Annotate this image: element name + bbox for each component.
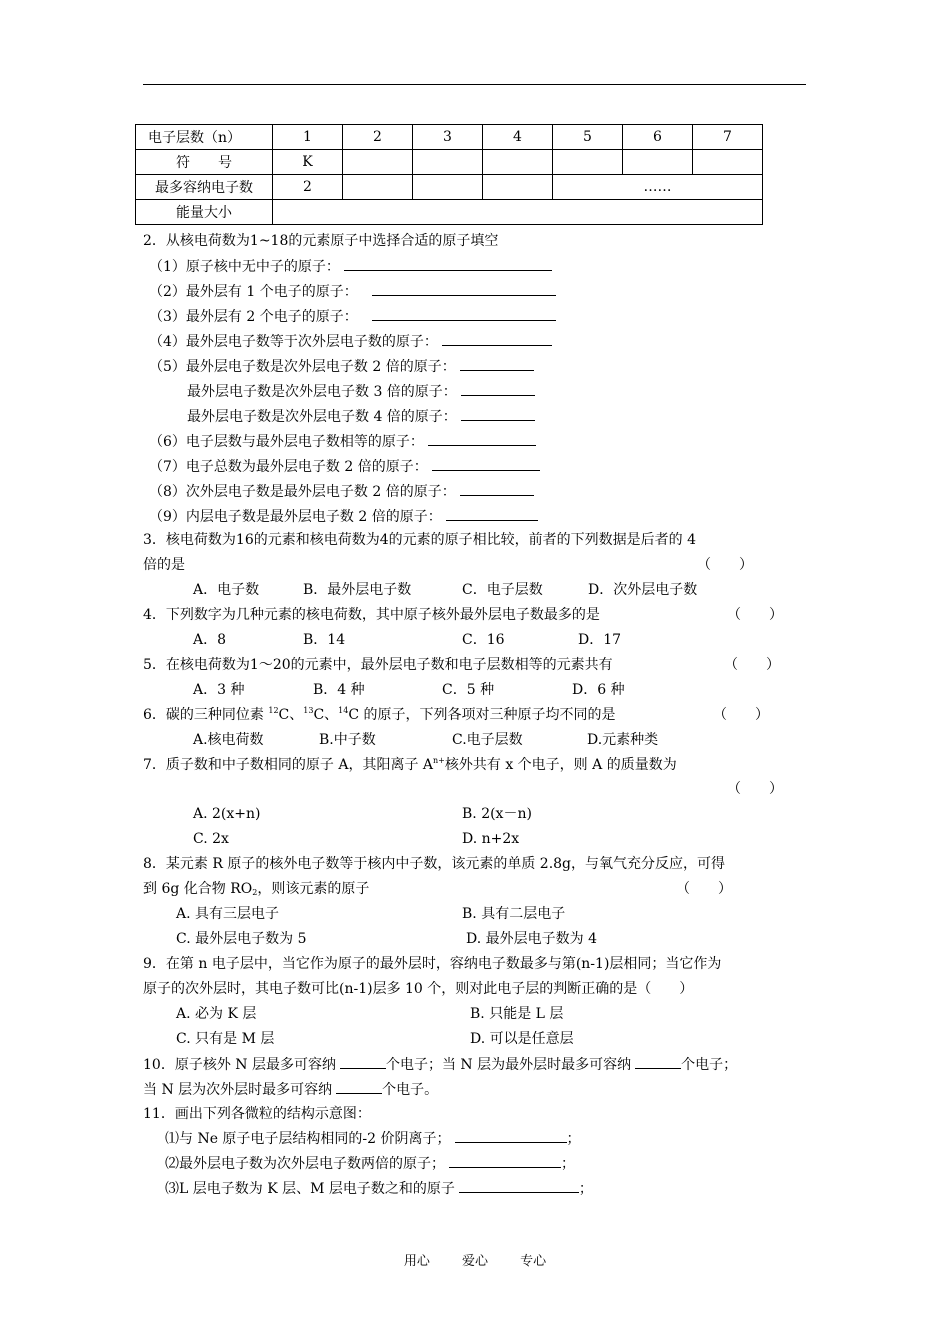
option-b: B.中子数 <box>319 732 376 748</box>
table-cell: 3 <box>413 125 483 150</box>
answer-blank[interactable] <box>460 356 534 371</box>
answer-blank[interactable] <box>336 1079 382 1094</box>
q9-stem: 原子的次外层时，其电子数可比(n-1)层多 10 个，则对此电子层的判断正确的是（ ） <box>143 981 694 997</box>
table-header-cell: 符 号 <box>136 150 273 175</box>
answer-blank[interactable] <box>449 1153 561 1168</box>
q2-item: （8）次外层电子数是最外层电子数 2 倍的原子： <box>149 481 534 502</box>
table-row <box>136 175 763 200</box>
q7-stem: 7．质子数和中子数相同的原子 A，其阳离子 $A^{n+}$核外共有 x 个电子，则 A 的质量数为 <box>143 756 677 773</box>
q4-stem: 4．下列数字为几种元素的核电荷数，其中原子核外最外层电子数最多的是 <box>143 607 600 623</box>
answer-paren[interactable]: （ ） <box>713 707 769 723</box>
answer-paren[interactable]: （ ） <box>697 557 753 573</box>
table-cell-ellipsis: …… <box>553 175 763 200</box>
header-rule <box>143 84 806 85</box>
option-d: D．次外层电子数 <box>588 582 698 598</box>
option-b: B. 只能是 L 层 <box>470 1006 564 1022</box>
q3-stem: 倍的是 <box>143 557 185 573</box>
table-cell <box>483 150 553 175</box>
table-cell: K <box>273 150 343 175</box>
table-cell: 5 <box>553 125 623 150</box>
option-c: C. 只有是 M 层 <box>176 1031 275 1047</box>
q2-title: 2．从核电荷数为1~18的元素原子中选择合适的原子填空 <box>143 233 499 249</box>
answer-blank[interactable] <box>428 431 536 446</box>
q2-item: （4）最外层电子数等于次外层电子数的原子： <box>149 331 552 352</box>
answer-paren[interactable]: （ ） <box>724 657 780 673</box>
option-d: D．6 种 <box>572 682 625 698</box>
answer-blank[interactable] <box>442 331 552 346</box>
option-d: D.元素种类 <box>587 732 659 748</box>
option-a: A．3 种 <box>193 682 245 698</box>
answer-blank[interactable] <box>461 381 535 396</box>
option-b: B．14 <box>303 632 346 648</box>
table-row <box>136 200 763 225</box>
q2-item: 最外层电子数是次外层电子数 3 倍的原子： <box>187 381 535 402</box>
answer-blank[interactable] <box>432 456 540 471</box>
table-cell <box>553 150 623 175</box>
q2-item: （1）原子核中无中子的原子： <box>149 256 552 277</box>
table-cell <box>343 150 413 175</box>
option-b: B. 具有二层电子 <box>462 906 566 922</box>
table-cell <box>413 150 483 175</box>
option-d: D. 最外层电子数为 4 <box>466 931 597 947</box>
option-d: D. 可以是任意层 <box>470 1031 574 1047</box>
answer-blank[interactable] <box>372 306 556 321</box>
option-c: C. 最外层电子数为 5 <box>176 931 307 947</box>
option-b: B. 2(x－n) <box>462 806 532 822</box>
footer-text: 用心 <box>403 1254 430 1269</box>
q2-item: （5）最外层电子数是次外层电子数 2 倍的原子： <box>149 356 534 377</box>
q2-item: （2）最外层有 1 个电子的原子： <box>149 281 556 302</box>
answer-blank[interactable] <box>446 506 538 521</box>
q2-item: （6）电子层数与最外层电子数相等的原子： <box>149 431 536 452</box>
table-cell <box>273 200 763 225</box>
q2-item: （9）内层电子数是最外层电子数 2 倍的原子： <box>149 506 538 527</box>
table-header-cell: 最多容纳电子数 <box>136 175 273 200</box>
table-cell: 7 <box>693 125 763 150</box>
table-cell <box>343 175 413 200</box>
table-row <box>136 150 763 175</box>
answer-blank[interactable] <box>461 406 535 421</box>
table-row <box>136 125 763 150</box>
table-header-cell: 能量大小 <box>136 200 273 225</box>
option-d: D. n+2x <box>462 831 520 847</box>
q11-title: 11．画出下列各微粒的结构示意图： <box>143 1106 371 1122</box>
table-cell <box>483 175 553 200</box>
table-cell <box>693 150 763 175</box>
table-header-cell: 电子层数（n） <box>136 125 273 150</box>
q11-item: ⑶L 层电子数为 K 层、M 层电子数之和的原子 ； <box>165 1178 593 1199</box>
option-c: C．16 <box>462 632 505 648</box>
footer-text: 专心 <box>520 1254 547 1269</box>
answer-paren[interactable]: （ ） <box>727 781 783 797</box>
table-cell: 6 <box>623 125 693 150</box>
option-c: C．电子层数 <box>462 582 543 598</box>
table-cell: 4 <box>483 125 553 150</box>
option-c: C.电子层数 <box>452 732 523 748</box>
answer-blank[interactable] <box>344 256 552 271</box>
option-b: B．最外层电子数 <box>303 582 412 598</box>
option-a: A. 具有三层电子 <box>176 906 280 922</box>
option-a: A．8 <box>193 632 227 648</box>
table-cell <box>623 150 693 175</box>
table-cell <box>413 175 483 200</box>
q3-stem: 3．核电荷数为16的元素和核电荷数为4的元素的原子相比较，前者的下列数据是后者的 4 <box>143 532 696 548</box>
option-a: A.核电荷数 <box>193 732 264 748</box>
q2-item: （3）最外层有 2 个电子的原子： <box>149 306 556 327</box>
answer-blank[interactable] <box>372 281 556 296</box>
footer-text: 爱心 <box>461 1254 488 1269</box>
answer-blank[interactable] <box>635 1054 681 1069</box>
answer-blank[interactable] <box>459 1178 579 1193</box>
option-a: A. 2(x+n) <box>193 806 261 822</box>
answer-blank[interactable] <box>455 1128 567 1143</box>
table-cell: 2 <box>273 175 343 200</box>
answer-paren[interactable]: （ ） <box>727 607 783 623</box>
option-c: C. 2x <box>193 831 229 847</box>
answer-paren[interactable]: （ ） <box>676 881 732 897</box>
table-cell: 1 <box>273 125 343 150</box>
q5-stem: 5．在核电荷数为1～20的元素中，最外层电子数和电子层数相等的元素共有 <box>143 657 613 673</box>
q11-item: ⑴与 Ne 原子电子层结构相同的-2 价阴离子； ； <box>165 1128 581 1149</box>
q6-stem: 6．碳的三种同位素 $^{12}$C、$^{13}$C、$^{14}$C 的原子，下列各项对三种原子均不同的是 <box>143 706 616 723</box>
table-cell: 2 <box>343 125 413 150</box>
electron-shell-table <box>135 124 763 225</box>
option-a: A．电子数 <box>193 582 260 598</box>
q2-item: （7）电子总数为最外层电子数 2 倍的原子： <box>149 456 540 477</box>
q10-stem: 10．原子核外 N 层最多可容纳 个电子；当 N 层为最外层时最多可容纳 个电子； <box>143 1054 737 1075</box>
answer-blank[interactable] <box>340 1054 386 1069</box>
q2-item: 最外层电子数是次外层电子数 4 倍的原子： <box>187 406 535 427</box>
q8-stem: 到 6g 化合物 $RO_2$，则该元素的原子 <box>143 881 370 897</box>
q9-stem: 9．在第 n 电子层中，当它作为原子的最外层时，容纳电子数最多与第(n-1)层相同；当它作为 <box>143 956 722 972</box>
option-a: A. 必为 K 层 <box>176 1006 257 1022</box>
q11-item: ⑵最外层电子数为次外层电子数两倍的原子； ； <box>165 1153 575 1174</box>
q10-stem: 当 N 层为次外层时最多可容纳 个电子。 <box>143 1079 438 1100</box>
option-b: B．4 种 <box>313 682 365 698</box>
option-d: D．17 <box>578 632 622 648</box>
page-footer <box>0 1250 950 1269</box>
answer-blank[interactable] <box>460 481 534 496</box>
q8-stem: 8．某元素 R 原子的核外电子数等于核内中子数，该元素的单质 2.8g，与氧气充分反应，可得 <box>143 856 726 872</box>
option-c: C．5 种 <box>442 682 495 698</box>
